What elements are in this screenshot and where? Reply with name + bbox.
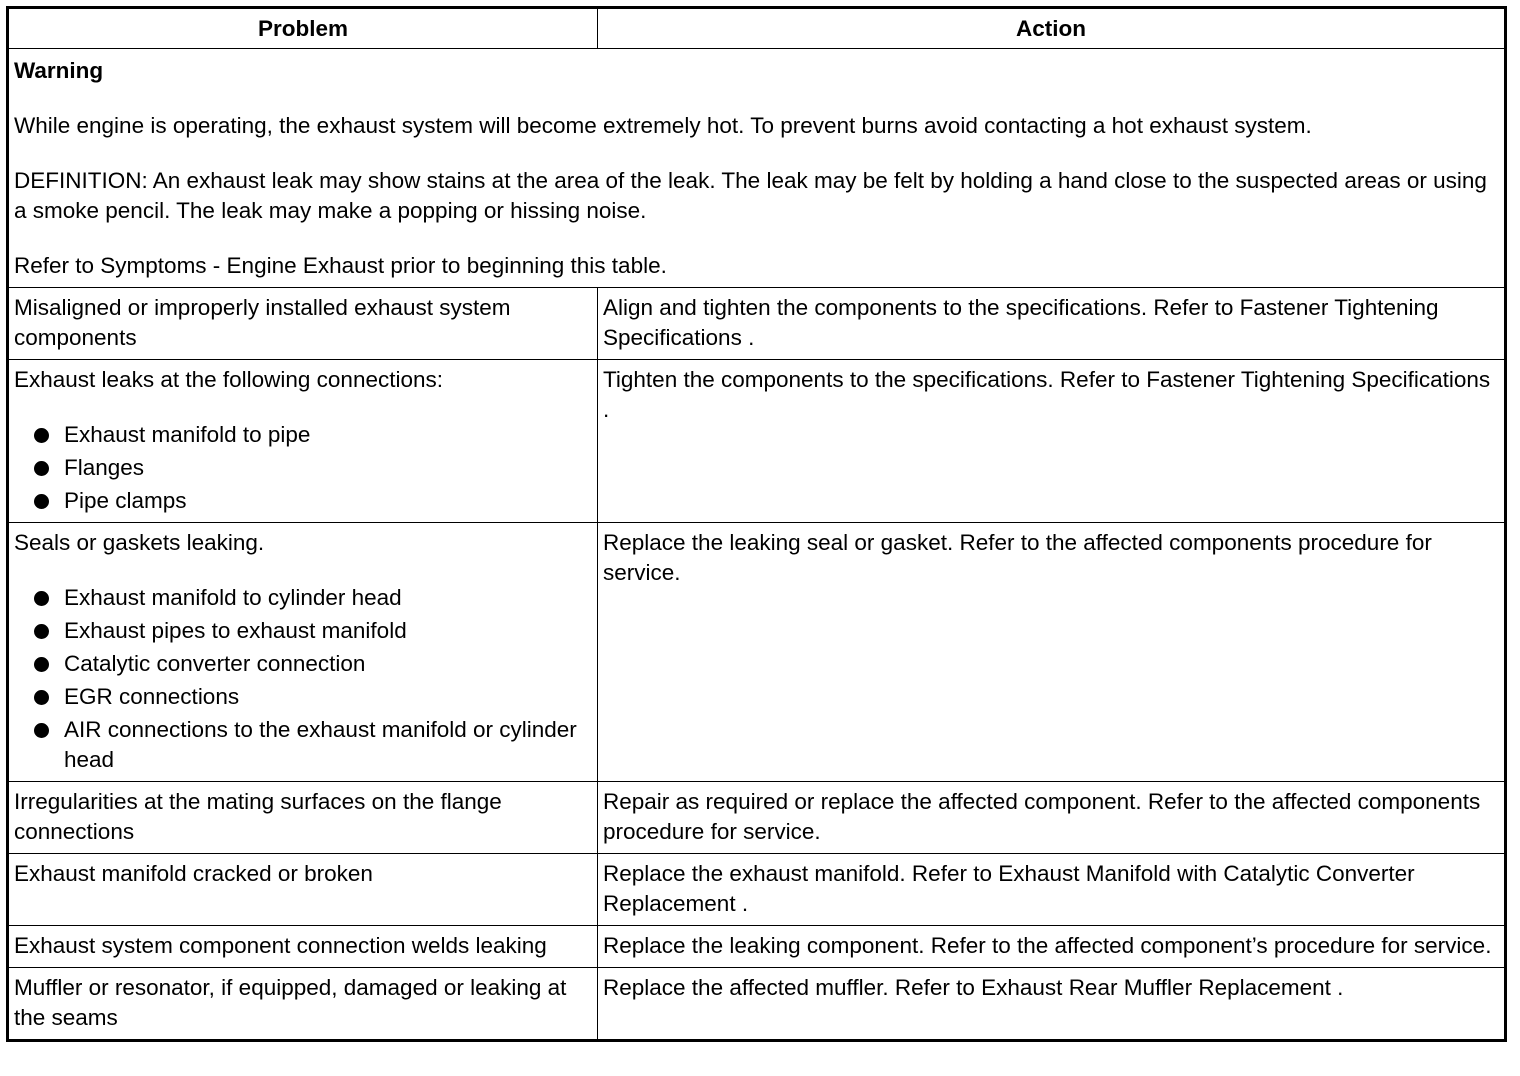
bullet-icon (34, 657, 49, 672)
list-item-label: Catalytic converter connection (64, 651, 366, 676)
header-problem: Problem (8, 8, 598, 49)
list-item-label: EGR connections (64, 684, 240, 709)
table-row (8, 360, 1506, 523)
diagnostic-table (6, 6, 1507, 1042)
table-row (8, 926, 1506, 968)
list-item-label: Exhaust manifold to pipe (64, 422, 311, 447)
warning-cell (8, 49, 1506, 288)
list-item (14, 682, 591, 712)
list-item-label: AIR connections to the exhaust manifold or cylinder head (64, 717, 577, 772)
action-cell: Repair as required or replace the affected component. Refer to the affected components procedure for service. (598, 782, 1506, 854)
problem-cell: Irregularities at the mating surfaces on the flange connections (8, 782, 598, 854)
list-item (14, 420, 591, 450)
list-item-label: Exhaust pipes to exhaust manifold (64, 618, 407, 643)
action-cell: Tighten the components to the specifications. Refer to Fastener Tightening Specifications . (598, 360, 1506, 523)
bullet-icon (34, 624, 49, 639)
warning-text: While engine is operating, the exhaust system will become extremely hot. To prevent burns avoid contacting a hot exhaust system. (14, 113, 1312, 138)
definition-text: DEFINITION: An exhaust leak may show stains at the area of the leak. The leak may be felt by holding a hand close to the suspected areas or using a smoke pencil. The leak may make a popping or hissing noise. (14, 168, 1487, 223)
list-item (14, 649, 591, 679)
action-cell: Replace the leaking component. Refer to the affected component’s procedure for service. (598, 926, 1506, 968)
problem-cell: Exhaust manifold cracked or broken (8, 854, 598, 926)
problem-cell (8, 523, 598, 782)
bullet-icon (34, 461, 49, 476)
problem-cell: Muffler or resonator, if equipped, damaged or leaking at the seams (8, 968, 598, 1041)
problem-cell (8, 360, 598, 523)
bullet-list (14, 420, 591, 516)
list-item (14, 486, 591, 516)
action-cell: Replace the exhaust manifold. Refer to Exhaust Manifold with Catalytic Converter Replacement . (598, 854, 1506, 926)
bullet-icon (34, 494, 49, 509)
table-row (8, 288, 1506, 360)
table-row (8, 854, 1506, 926)
action-cell: Replace the affected muffler. Refer to Exhaust Rear Muffler Replacement . (598, 968, 1506, 1041)
table-row (8, 968, 1506, 1041)
problem-lead: Exhaust leaks at the following connections: (14, 367, 444, 392)
action-cell: Replace the leaking seal or gasket. Refer to the affected components procedure for service. (598, 523, 1506, 782)
list-item-label: Exhaust manifold to cylinder head (64, 585, 402, 610)
list-item (14, 583, 591, 613)
list-item (14, 715, 591, 775)
warning-title: Warning (14, 58, 104, 83)
bullet-list (14, 583, 591, 775)
list-item (14, 616, 591, 646)
list-item (14, 453, 591, 483)
header-action: Action (598, 8, 1506, 49)
list-item-label: Pipe clamps (64, 488, 187, 513)
bullet-icon (34, 690, 49, 705)
bullet-icon (34, 723, 49, 738)
list-item-label: Flanges (64, 455, 145, 480)
header-row (8, 8, 1506, 49)
warning-row (8, 49, 1506, 288)
table-row (8, 523, 1506, 782)
bullet-icon (34, 591, 49, 606)
problem-cell: Misaligned or improperly installed exhaust system components (8, 288, 598, 360)
problem-cell: Exhaust system component connection welds leaking (8, 926, 598, 968)
problem-lead: Seals or gaskets leaking. (14, 530, 265, 555)
table-row (8, 782, 1506, 854)
bullet-icon (34, 428, 49, 443)
action-cell: Align and tighten the components to the specifications. Refer to Fastener Tightening Specifications . (598, 288, 1506, 360)
refer-text: Refer to Symptoms - Engine Exhaust prior to beginning this table. (14, 253, 667, 278)
